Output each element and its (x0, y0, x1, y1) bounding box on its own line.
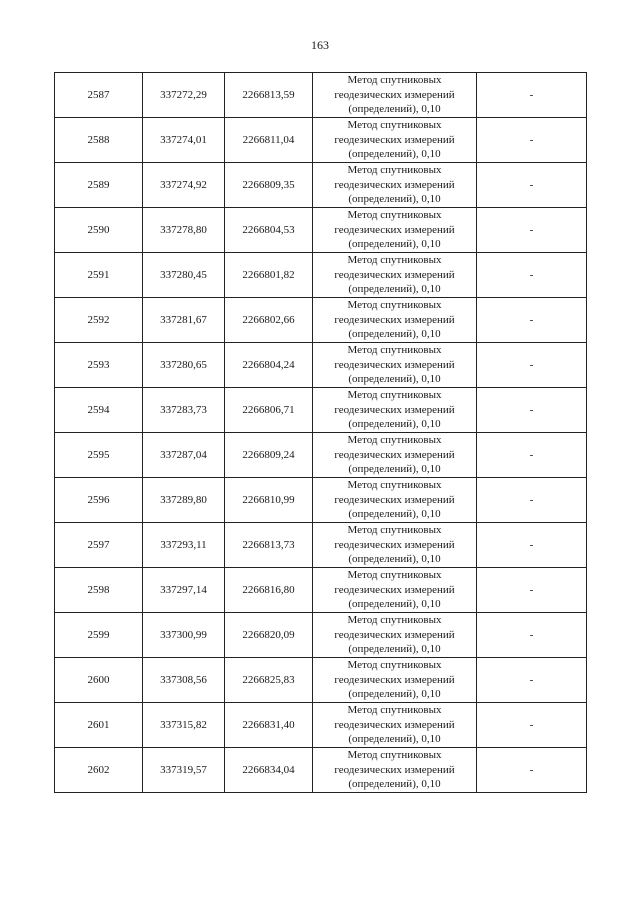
extra-cell: - (477, 73, 587, 118)
point-number-cell: 2601 (55, 703, 143, 748)
method-line-1: Метод спутниковых (347, 749, 442, 762)
point-number-cell: 2592 (55, 298, 143, 343)
y-coordinate-cell: 2266806,71 (225, 388, 313, 433)
method-line-2: геодезических измерений (334, 133, 455, 146)
y-coordinate-cell: 2266804,53 (225, 208, 313, 253)
y-coordinate-cell: 2266809,24 (225, 433, 313, 478)
method-line-3: (определений), 0,10 (348, 463, 441, 476)
method-line-2: геодезических измерений (334, 178, 455, 191)
point-number-cell: 2594 (55, 388, 143, 433)
table-row (55, 523, 587, 568)
y-coordinate-cell: 2266831,40 (225, 703, 313, 748)
y-coordinate-cell: 2266804,24 (225, 343, 313, 388)
method-line-1: Метод спутниковых (347, 614, 442, 627)
y-coordinate-cell: 2266834,04 (225, 748, 313, 793)
x-coordinate-cell: 337300,99 (143, 613, 225, 658)
y-coordinate-cell: 2266811,04 (225, 118, 313, 163)
method-line-3: (определений), 0,10 (348, 373, 441, 386)
extra-cell: - (477, 208, 587, 253)
y-coordinate-cell: 2266813,59 (225, 73, 313, 118)
method-line-1: Метод спутниковых (347, 524, 442, 537)
method-cell (313, 388, 477, 433)
extra-cell: - (477, 613, 587, 658)
method-line-3: (определений), 0,10 (348, 643, 441, 656)
x-coordinate-cell: 337272,29 (143, 73, 225, 118)
extra-cell: - (477, 253, 587, 298)
method-cell (313, 478, 477, 523)
extra-cell: - (477, 388, 587, 433)
method-line-1: Метод спутниковых (347, 299, 442, 312)
method-line-1: Метод спутниковых (347, 344, 442, 357)
extra-cell: - (477, 658, 587, 703)
method-cell (313, 658, 477, 703)
method-cell (313, 253, 477, 298)
method-line-1: Метод спутниковых (347, 389, 442, 402)
method-line-1: Метод спутниковых (347, 254, 442, 267)
table-row (55, 118, 587, 163)
x-coordinate-cell: 337274,01 (143, 118, 225, 163)
method-line-2: геодезических измерений (334, 628, 455, 641)
y-coordinate-cell: 2266820,09 (225, 613, 313, 658)
x-coordinate-cell: 337280,45 (143, 253, 225, 298)
method-line-2: геодезических измерений (334, 718, 455, 731)
x-coordinate-cell: 337315,82 (143, 703, 225, 748)
method-cell (313, 568, 477, 613)
method-cell (313, 208, 477, 253)
x-coordinate-cell: 337289,80 (143, 478, 225, 523)
y-coordinate-cell: 2266801,82 (225, 253, 313, 298)
table-row (55, 73, 587, 118)
method-line-2: геодезических измерений (334, 313, 455, 326)
method-cell (313, 118, 477, 163)
point-number-cell: 2591 (55, 253, 143, 298)
page-number: 163 (311, 38, 329, 52)
y-coordinate-cell: 2266809,35 (225, 163, 313, 208)
table-row (55, 703, 587, 748)
method-line-2: геодезических измерений (334, 583, 455, 596)
method-cell (313, 703, 477, 748)
extra-cell: - (477, 343, 587, 388)
table-row (55, 433, 587, 478)
method-line-2: геодезических измерений (334, 223, 455, 236)
x-coordinate-cell: 337281,67 (143, 298, 225, 343)
extra-cell: - (477, 568, 587, 613)
method-line-3: (определений), 0,10 (348, 238, 441, 251)
method-line-3: (определений), 0,10 (348, 103, 441, 116)
table-row (55, 163, 587, 208)
method-line-3: (определений), 0,10 (348, 733, 441, 746)
method-line-3: (определений), 0,10 (348, 598, 441, 611)
method-line-2: геодезических измерений (334, 403, 455, 416)
point-number-cell: 2587 (55, 73, 143, 118)
method-line-2: геодезических измерений (334, 538, 455, 551)
point-number-cell: 2596 (55, 478, 143, 523)
point-number-cell: 2600 (55, 658, 143, 703)
y-coordinate-cell: 2266816,80 (225, 568, 313, 613)
table-row (55, 568, 587, 613)
coordinates-table (54, 72, 587, 793)
x-coordinate-cell: 337297,14 (143, 568, 225, 613)
x-coordinate-cell: 337274,92 (143, 163, 225, 208)
method-line-3: (определений), 0,10 (348, 328, 441, 341)
table-row (55, 208, 587, 253)
coordinates-table-body (55, 73, 587, 793)
method-line-2: геодезических измерений (334, 448, 455, 461)
x-coordinate-cell: 337278,80 (143, 208, 225, 253)
method-line-3: (определений), 0,10 (348, 553, 441, 566)
method-cell (313, 523, 477, 568)
table-row (55, 343, 587, 388)
point-number-cell: 2597 (55, 523, 143, 568)
table-row (55, 478, 587, 523)
method-line-3: (определений), 0,10 (348, 508, 441, 521)
method-line-1: Метод спутниковых (347, 479, 442, 492)
x-coordinate-cell: 337319,57 (143, 748, 225, 793)
point-number-cell: 2602 (55, 748, 143, 793)
point-number-cell: 2599 (55, 613, 143, 658)
method-cell (313, 343, 477, 388)
method-cell (313, 613, 477, 658)
x-coordinate-cell: 337283,73 (143, 388, 225, 433)
method-line-2: геодезических измерений (334, 763, 455, 776)
point-number-cell: 2593 (55, 343, 143, 388)
x-coordinate-cell: 337293,11 (143, 523, 225, 568)
method-line-1: Метод спутниковых (347, 74, 442, 87)
point-number-cell: 2598 (55, 568, 143, 613)
extra-cell: - (477, 748, 587, 793)
method-line-3: (определений), 0,10 (348, 688, 441, 701)
extra-cell: - (477, 298, 587, 343)
point-number-cell: 2595 (55, 433, 143, 478)
method-cell (313, 73, 477, 118)
method-line-1: Метод спутниковых (347, 434, 442, 447)
method-line-1: Метод спутниковых (347, 569, 442, 582)
method-line-2: геодезических измерений (334, 358, 455, 371)
method-cell (313, 298, 477, 343)
method-line-3: (определений), 0,10 (348, 778, 441, 791)
method-line-2: геодезических измерений (334, 673, 455, 686)
method-cell (313, 163, 477, 208)
point-number-cell: 2588 (55, 118, 143, 163)
method-line-3: (определений), 0,10 (348, 283, 441, 296)
table-row (55, 298, 587, 343)
method-line-3: (определений), 0,10 (348, 148, 441, 161)
method-line-1: Метод спутниковых (347, 209, 442, 222)
y-coordinate-cell: 2266825,83 (225, 658, 313, 703)
x-coordinate-cell: 337287,04 (143, 433, 225, 478)
extra-cell: - (477, 433, 587, 478)
method-line-1: Метод спутниковых (347, 164, 442, 177)
extra-cell: - (477, 478, 587, 523)
y-coordinate-cell: 2266802,66 (225, 298, 313, 343)
method-line-2: геодезических измерений (334, 268, 455, 281)
extra-cell: - (477, 703, 587, 748)
point-number-cell: 2590 (55, 208, 143, 253)
method-line-1: Метод спутниковых (347, 119, 442, 132)
method-line-3: (определений), 0,10 (348, 193, 441, 206)
method-line-2: геодезических измерений (334, 88, 455, 101)
x-coordinate-cell: 337280,65 (143, 343, 225, 388)
x-coordinate-cell: 337308,56 (143, 658, 225, 703)
method-cell (313, 433, 477, 478)
table-row (55, 388, 587, 433)
extra-cell: - (477, 118, 587, 163)
method-line-1: Метод спутниковых (347, 659, 442, 672)
table-row (55, 613, 587, 658)
y-coordinate-cell: 2266813,73 (225, 523, 313, 568)
extra-cell: - (477, 163, 587, 208)
method-cell (313, 748, 477, 793)
extra-cell: - (477, 523, 587, 568)
table-row (55, 748, 587, 793)
method-line-1: Метод спутниковых (347, 704, 442, 717)
table-row (55, 253, 587, 298)
method-line-2: геодезических измерений (334, 493, 455, 506)
point-number-cell: 2589 (55, 163, 143, 208)
method-line-3: (определений), 0,10 (348, 418, 441, 431)
y-coordinate-cell: 2266810,99 (225, 478, 313, 523)
table-row (55, 658, 587, 703)
